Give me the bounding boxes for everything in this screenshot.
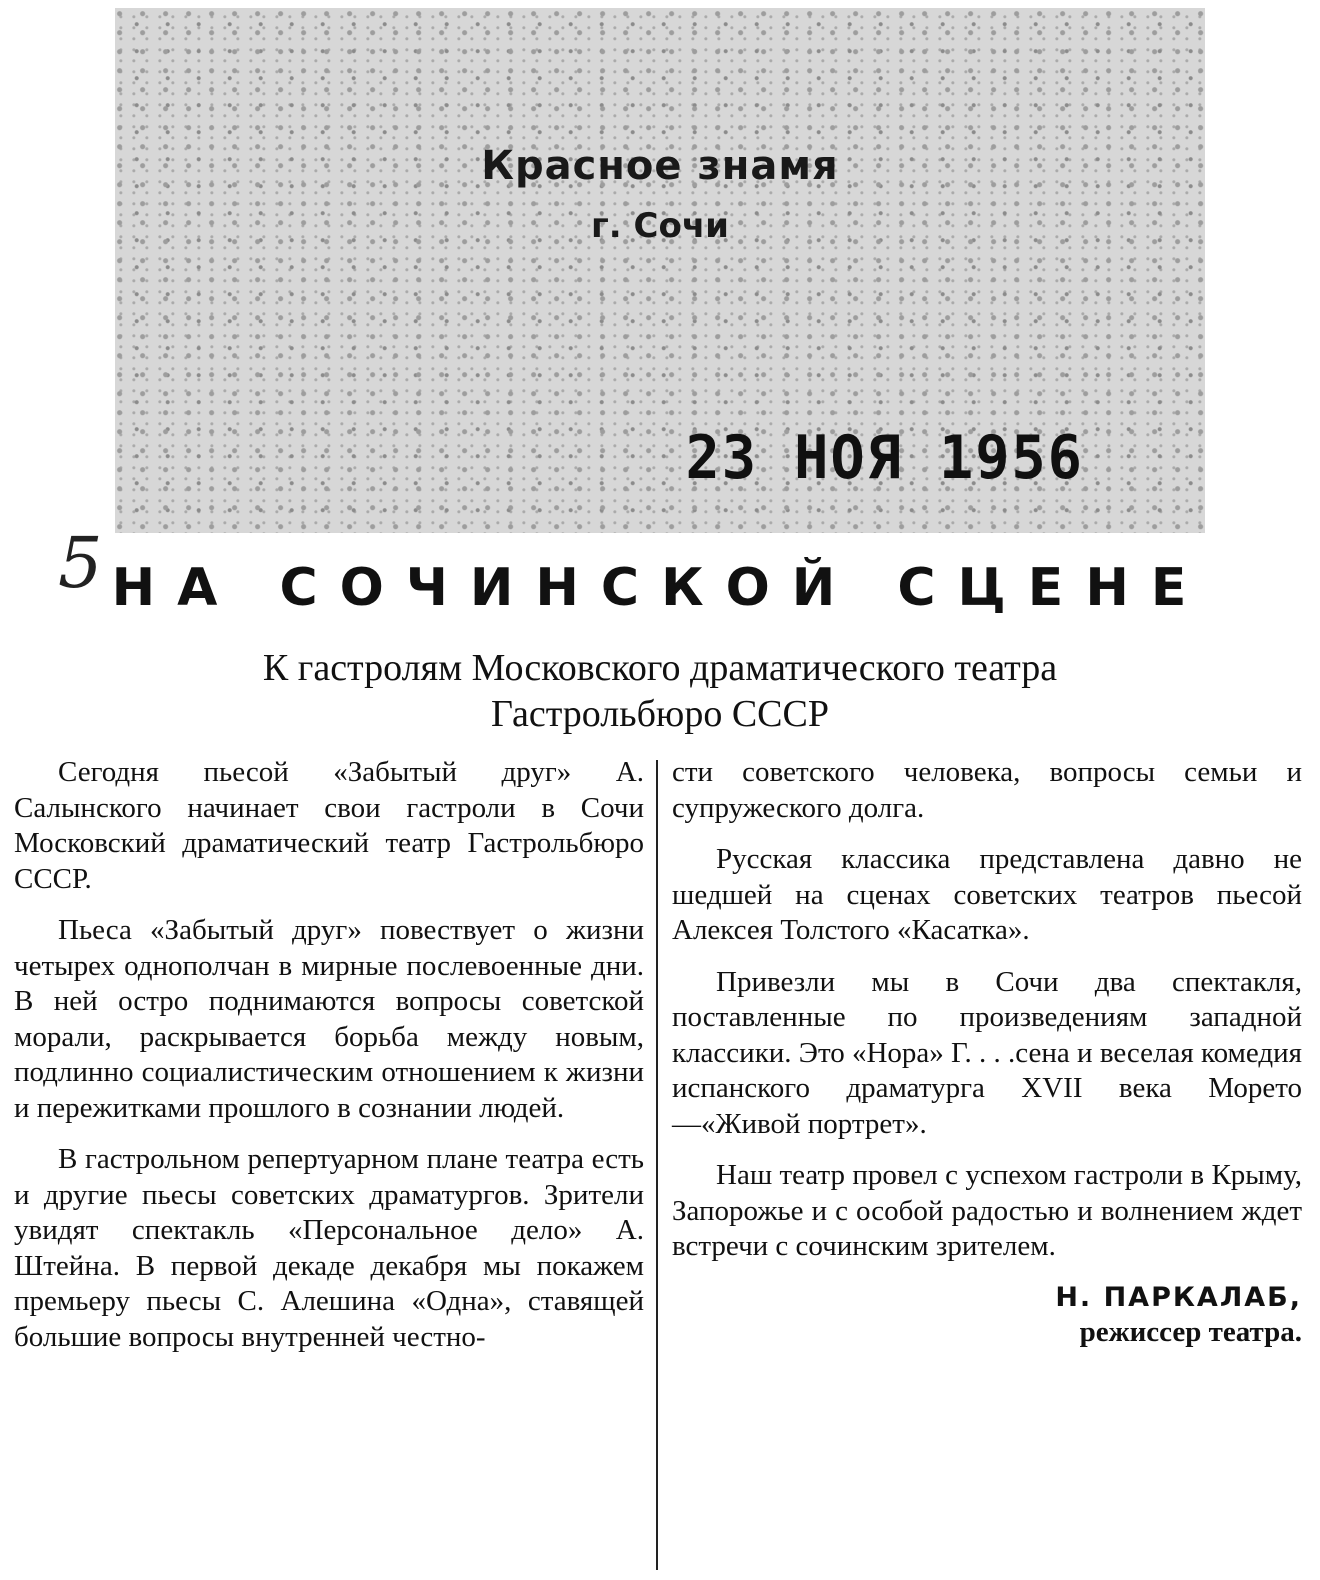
author-name: Н. ПАРКАЛАБ, xyxy=(1055,1281,1302,1313)
date-stamp: 23 НОЯ 1956 xyxy=(685,423,1084,493)
newspaper-city-stamp: г. Сочи xyxy=(591,206,729,246)
handwritten-margin-mark: 5 xyxy=(58,522,103,604)
paragraph: Привезли мы в Сочи два спектакля, поставленные по произведениям западной классики. Это «Нора» Г. . . .сена и веселая комедия испанского драматурга XVII века Морето—«Живой портрет». xyxy=(672,965,1302,1140)
article-subheadline xyxy=(0,645,1320,737)
column-divider xyxy=(656,760,658,1570)
paragraph: сти советского человека, вопросы семьи и супружеского долга. xyxy=(672,756,1302,824)
paragraph: Наш театр провел с успехом гастроли в Крыму, Запорожье и с особой радостью и волнением ждет встречи с сочинским зрителем. xyxy=(672,1159,1302,1262)
article-column-left xyxy=(14,755,644,1371)
author-role: режиссер театра. xyxy=(1079,1315,1302,1348)
paragraph: Русская классика представлена давно не шедшей на сценах советских театров пьесой Алексея Толстого «Касатка». xyxy=(672,843,1302,946)
article-column-right xyxy=(672,755,1302,1349)
paragraph: Пьеса «Забытый друг» повествует о жизни четырех однополчан в мирные послевоенные дни. В ней остро поднимаются вопросы советской морали, раскрывается борьба между новым, подлинно социалистическим отношением к жизни и пережитками прошлого в сознании людей. xyxy=(14,914,644,1124)
article-signature xyxy=(672,1281,1302,1349)
newspaper-header-stamp-area xyxy=(115,8,1205,533)
article-headline: НА СОЧИНСКОЙ СЦЕНЕ xyxy=(111,558,1209,618)
subhead-line-1: К гастролям Московского драматического театра xyxy=(262,647,1058,689)
paragraph: В гастрольном репертуарном плане театра есть и другие пьесы советских драматургов. Зрители увидят спектакль «Персональное дело» А. Штейна. В первой декаде декабря мы покажем премьеру пьесы С. Алешина «Одна», ставящей большие вопросы внутренней честно- xyxy=(14,1143,644,1353)
subhead-line-2: Гастрольбюро СССР xyxy=(490,693,829,735)
newspaper-name-stamp: Красное знамя xyxy=(481,143,839,189)
paragraph: Сегодня пьесой «Забытый друг» А. Салынского начинает свои гастроли в Сочи Московский драматический театр Гастрольбюро СССР. xyxy=(14,756,644,895)
